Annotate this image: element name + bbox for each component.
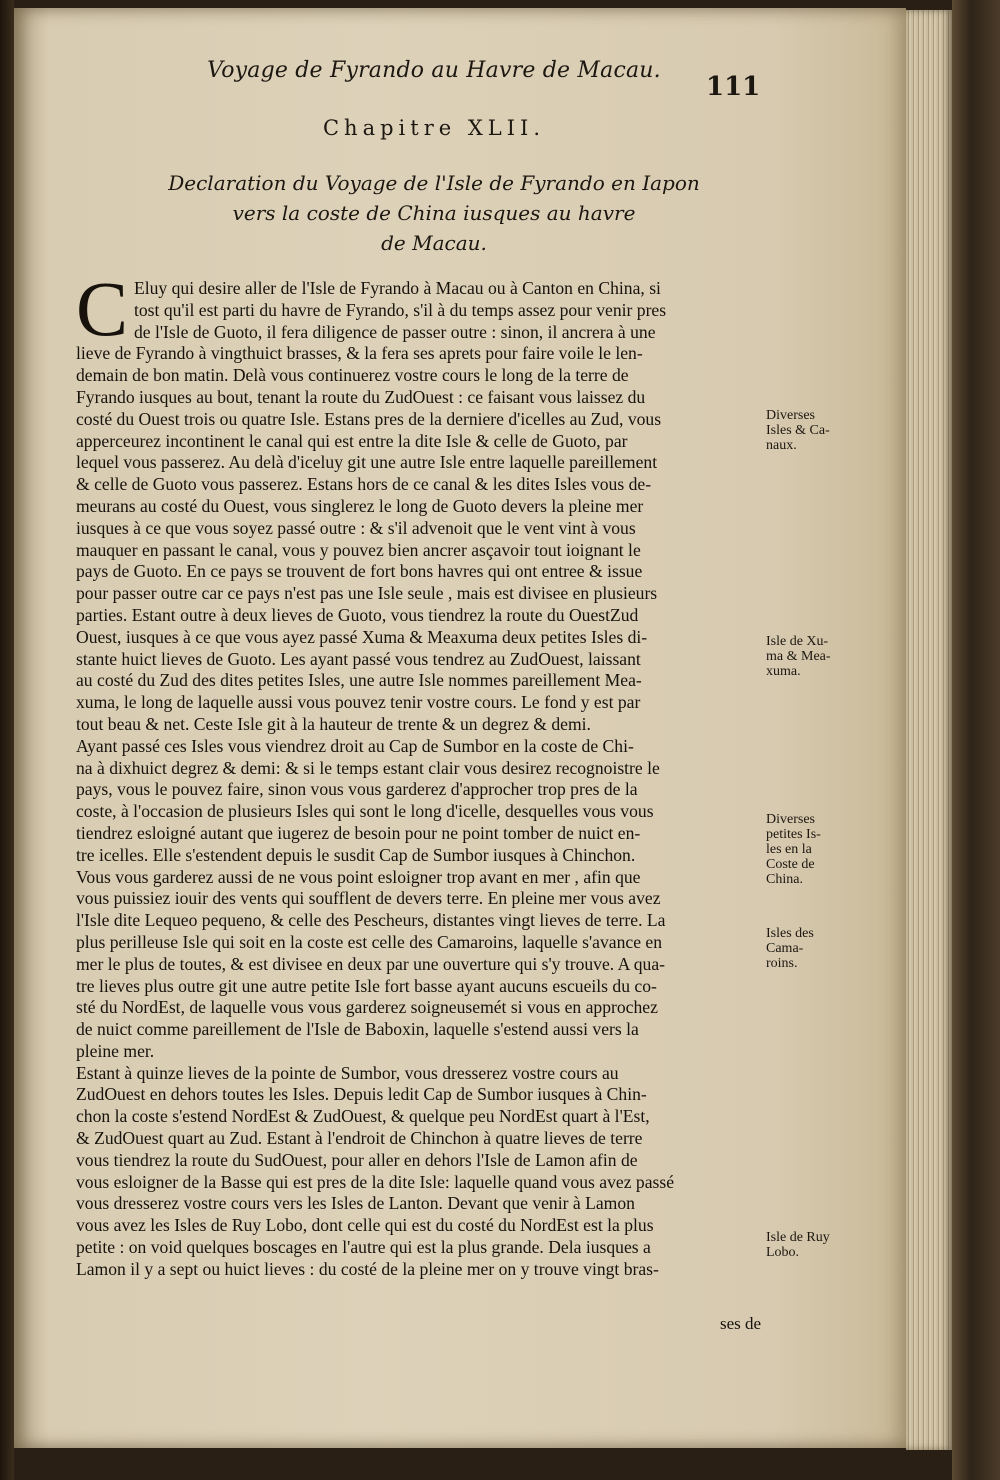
body-line: parties. Estant outre à deux lieves de Guoto, vous tiendrez la route du OuestZud bbox=[76, 604, 639, 625]
body-line: vous tiendrez la route du SudOuest, pour aller en dehors l'Isle de Lamon afin de bbox=[76, 1149, 638, 1170]
body-line: Vous vous garderez aussi de ne vous point esloigner trop avant en mer , afin que bbox=[76, 866, 641, 887]
body-line: pays, vous le pouvez faire, sinon vous vous garderez d'approcher trop pres de la bbox=[76, 779, 638, 800]
margin-note-line: Diverses bbox=[766, 812, 815, 827]
body-line: tiendrez esloigné autant que iugerez de besoin pour ne point tomber de nuict en- bbox=[76, 822, 641, 843]
body-line: vous puissiez iouir des vents qui soufflent de devers terre. En pleine mer vous avez bbox=[76, 888, 661, 909]
body-line: apperceurez incontinent le canal qui est entre la dite Isle & celle de Guoto, par bbox=[76, 430, 628, 451]
page-edges bbox=[906, 10, 952, 1450]
body-line: & ZudOuest quart au Zud. Estant à l'endroit de Chinchon à quatre lieves de terre bbox=[76, 1128, 643, 1149]
margin-note-line: Diverses bbox=[766, 408, 815, 423]
body-line: tre lieves plus outre git une autre petite Isle fort basse ayant aucuns escueils du co- bbox=[76, 975, 657, 996]
margin-note-line: les en la bbox=[766, 842, 812, 857]
margin-note-line: Cama- bbox=[766, 941, 804, 956]
margin-note-line: petites Is- bbox=[766, 827, 821, 842]
margin-note bbox=[766, 408, 830, 453]
margin-note-line: roins. bbox=[766, 956, 798, 971]
margin-note bbox=[766, 812, 821, 887]
body-line: & celle de Guoto vous passerez. Estans hors de ce canal & les dites Isles vous de- bbox=[76, 474, 652, 495]
body-line: pour passer outre car ce pays n'est pas une Isle seule , mais est divisee en plusieurs bbox=[76, 583, 658, 604]
page-number: 111 bbox=[706, 72, 761, 102]
body-line: mer le plus de toutes, & est divisee en deux par une ouverture qui s'y trouve. A qua- bbox=[76, 953, 665, 974]
body-line: sté du NordEst, de laquelle vous vous garderez soigneusemét si vous en approchez bbox=[76, 997, 658, 1018]
running-head: Voyage de Fyrando au Havre de Macau. bbox=[207, 58, 661, 83]
chapter-subtitle-line: de Macau. bbox=[381, 231, 487, 255]
body-line: lequel vous passerez. Au delà d'iceluy git une autre Isle entre laquelle pareillement bbox=[76, 452, 658, 473]
book-cover-right bbox=[952, 0, 1000, 1480]
body-line: xuma, le long de laquelle aussi vous pouvez tenir vostre cours. Le fond y est par bbox=[76, 692, 641, 713]
body-line: Fyrando iusques au bout, tenant la route du ZudOuest : ce faisant vous laissez du bbox=[76, 386, 646, 407]
margin-note-line: Lobo. bbox=[766, 1245, 800, 1260]
margin-note bbox=[766, 1230, 830, 1260]
body-line: au costé du Zud des dites petites Isles, une autre Isle nommes pareillement Mea- bbox=[76, 670, 642, 691]
margin-note-line: Coste de bbox=[766, 857, 815, 872]
chapter-subtitle-line: Declaration du Voyage de l'Isle de Fyrando en Iapon bbox=[168, 171, 700, 195]
body-line: tost qu'il est parti du havre de Fyrando, s'il à du temps assez pour venir pres bbox=[134, 299, 667, 320]
body-line: costé du Ouest trois ou quatre Isle. Estans pres de la derniere d'icelles au Zud, vous bbox=[76, 408, 662, 429]
margin-note-line: Isles des bbox=[766, 926, 814, 941]
margin-note bbox=[766, 634, 831, 679]
body-line: petite : on void quelques boscages en l'autre qui est la plus grande. Dela iusques a bbox=[76, 1237, 651, 1258]
body-line: de nuict comme pareillement de l'Isle de Baboxin, laquelle s'estend aussi vers la bbox=[76, 1019, 639, 1040]
body-line: Ayant passé ces Isles vous viendrez droit au Cap de Sumbor en la coste de Chi- bbox=[76, 735, 634, 756]
book-spine-left bbox=[0, 0, 14, 1480]
chapter-subtitle bbox=[164, 168, 704, 258]
body-line: plus perilleuse Isle qui soit en la coste est celle des Camaroins, laquelle s'avance en bbox=[76, 931, 663, 952]
margin-note-line: China. bbox=[766, 872, 803, 887]
body-line: pleine mer. bbox=[76, 1040, 155, 1061]
chapter-subtitle-line: vers la coste de China iusques au havre bbox=[232, 201, 636, 225]
drop-cap: C bbox=[76, 265, 129, 352]
margin-note-line: Isle de Xu- bbox=[766, 634, 829, 649]
catchword: ses de bbox=[720, 1314, 762, 1333]
margin-note bbox=[766, 926, 814, 971]
body-line: vous esloigner de la Basse qui est pres de la dite Isle: laquelle quand vous avez passé bbox=[76, 1171, 675, 1192]
body-line: pays de Guoto. En ce pays se trouvent de fort bons havres qui ont entree & issue bbox=[76, 561, 643, 582]
body-line: coste, à l'occasion de plusieurs Isles qui sont le long d'icelle, desquelles vous vous bbox=[76, 801, 654, 822]
body-line: Lamon il y a sept ou huict lieves : du costé de la pleine mer on y trouve vingt bras- bbox=[76, 1258, 659, 1279]
body-line: Eluy qui desire aller de l'Isle de Fyrando à Macau ou à Canton en China, si bbox=[134, 278, 661, 298]
body-line: demain de bon matin. Delà vous continuerez vostre cours le long de la terre de bbox=[76, 365, 629, 386]
margin-note-line: Isles & Ca- bbox=[766, 423, 830, 438]
body-line: ZudOuest en dehors toutes les Isles. Depuis ledit Cap de Sumbor iusques à Chin- bbox=[76, 1084, 647, 1105]
body-line: vous dresserez vostre cours vers les Isles de Lanton. Devant que venir à Lamon bbox=[76, 1193, 635, 1214]
body-line: vous avez les Isles de Ruy Lobo, dont celle qui est du costé du NordEst est la plus bbox=[76, 1215, 654, 1236]
body-line: de l'Isle de Guoto, il fera diligence de passer outre : sinon, il ancrera à une bbox=[134, 321, 656, 342]
body-line: Estant à quinze lieves de la pointe de Sumbor, vous dresserez vostre cours au bbox=[76, 1062, 619, 1083]
body-line: tout beau & net. Ceste Isle git à la hauteur de trente & un degrez & demi. bbox=[76, 713, 591, 734]
body-text bbox=[76, 278, 766, 1281]
body-line: meurans au costé du Ouest, vous singlerez le long de Guoto devers la pleine mer bbox=[76, 495, 644, 516]
body-line: l'Isle dite Lequeo pequeno, & celle des Pescheurs, distantes vingt lieves de terre. La bbox=[76, 910, 666, 931]
body-line: chon la coste s'estend NordEst & ZudOuest, & quelque peu NordEst quart à l'Est, bbox=[76, 1106, 650, 1127]
chapter-heading: Chapitre XLII. bbox=[322, 116, 545, 140]
body-line: iusques à ce que vous soyez passé outre : & s'il advenoit que le vent vint à vous bbox=[76, 517, 636, 538]
body-line: Ouest, iusques à ce que vous ayez passé Xuma & Meaxuma deux petites Isles di- bbox=[76, 626, 648, 647]
body-line: tre icelles. Elle s'estendent depuis le susdit Cap de Sumbor iusques à Chinchon. bbox=[76, 844, 636, 865]
body-line: stante huict lieves de Guoto. Les ayant passé vous tendrez au ZudOuest, laissant bbox=[76, 648, 641, 669]
margin-note-line: naux. bbox=[766, 438, 797, 453]
book-page bbox=[14, 8, 906, 1448]
margin-note-line: ma & Mea- bbox=[766, 649, 831, 664]
body-line: lieve de Fyrando à vingthuict brasses, & la fera ses aprets pour faire voile le len- bbox=[76, 343, 643, 364]
margin-note-line: xuma. bbox=[766, 664, 801, 679]
margin-note-line: Isle de Ruy bbox=[766, 1230, 830, 1245]
body-line: mauquer en passant le canal, vous y pouvez bien ancrer asçavoir tout ioignant le bbox=[76, 539, 641, 560]
body-line: na à dixhuict degrez & demi: & si le temps estant clair vous desirez recognoistre le bbox=[76, 757, 660, 778]
